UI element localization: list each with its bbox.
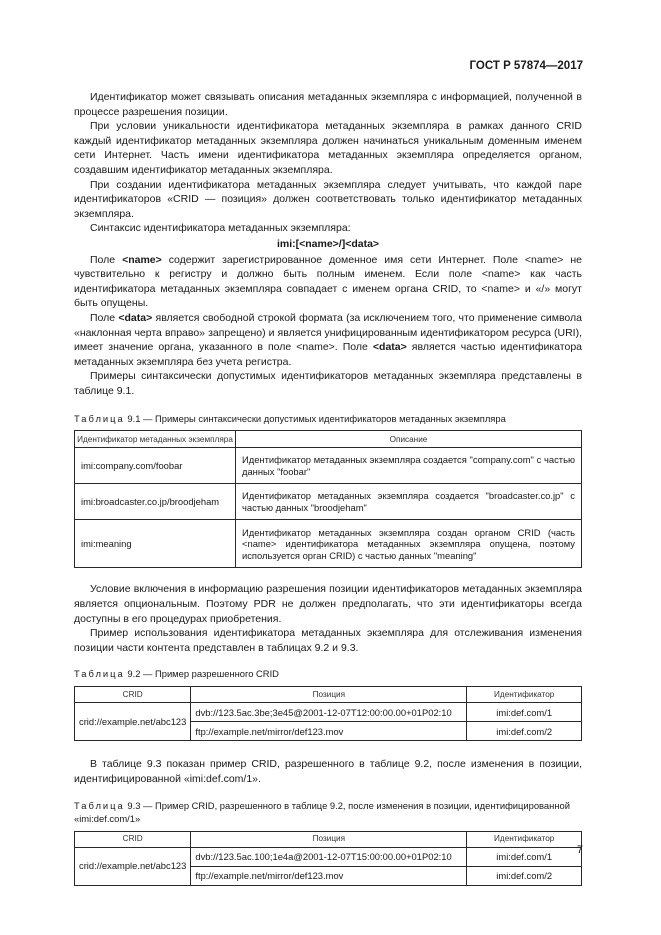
table-cell: imi:def.com/1 bbox=[467, 847, 582, 866]
paragraph: Поле <data> является свободной строкой формата (за исключением того, что применение символа «наклонная черта вправо» запрещено) и является унифицированным идентификатором ресурса (URI), имеет значение органа, указанного в поле <name>. Поле <data> является частью идентификатора метаданных экземпляра без учета регистра. bbox=[74, 311, 583, 368]
paragraph: Примеры синтаксически допустимых идентификаторов метаданных экземпляра представлены в таблице 9.1. bbox=[74, 370, 582, 397]
table-cell: ftp://example.net/mirror/def123.mov bbox=[191, 722, 467, 741]
table-caption: Таблица 9.1 — Примеры синтаксически допустимых идентификаторов метаданных экземпляра bbox=[74, 413, 506, 425]
table-caption: Таблица 9.2 — Пример разрешенного CRID bbox=[74, 668, 279, 680]
document-header: ГОСТ Р 57874—2017 bbox=[469, 60, 583, 72]
table-cell: imi:broadcaster.co.jp/broodjeham bbox=[75, 484, 236, 520]
examples-table bbox=[74, 430, 582, 568]
paragraph: В таблице 9.3 показан пример CRID, разрешенного в таблице 9.2, после изменения в позиции, идентифицированной «imi:def.com/1». bbox=[74, 758, 582, 786]
table-cell: imi:company.com/foobar bbox=[75, 448, 236, 484]
table-row bbox=[75, 847, 582, 866]
table-row bbox=[75, 484, 582, 520]
table-cell: imi:def.com/1 bbox=[467, 703, 582, 722]
table-row bbox=[75, 448, 582, 484]
page-number: 7 bbox=[576, 844, 583, 856]
table-header: Позиция bbox=[191, 687, 467, 703]
resolved-crid-table bbox=[74, 686, 582, 741]
paragraph: При создании идентификатора метаданных экземпляра следует учитывать, что каждой паре идентификаторов «CRID — позиция» должен соответствовать только идентификатор метаданных экземпляра. bbox=[74, 178, 582, 220]
table-header: Идентификатор метаданных экземпляра bbox=[75, 431, 236, 448]
table-cell: dvb://123.5ac.100;1e4a@2001-12-07T15:00:00.00+01P02:10 bbox=[191, 847, 467, 866]
table-cell: Идентификатор метаданных экземпляра создается "company.com" с частью данных "foobar" bbox=[236, 448, 582, 484]
page-content bbox=[74, 90, 582, 886]
table-header: CRID bbox=[75, 831, 191, 847]
table-row bbox=[75, 520, 582, 568]
table-row bbox=[75, 703, 582, 722]
table-header: Идентификатор bbox=[467, 687, 582, 703]
table-cell: Идентификатор метаданных экземпляра создан органом CRID (часть <name> идентификатора метаданных экземпляра опущена, поэтому используется орган CRID) с частью данных "meaning" bbox=[236, 520, 582, 568]
table-header: Позиция bbox=[191, 831, 467, 847]
paragraph: Условие включения в информацию разрешения позиции идентификаторов метаданных экземпляра является опциональным. Поэтому PDR не должен предполагать, что эти идентификаторы всегда доступны в его процедурах приобретения. bbox=[74, 583, 582, 625]
table-header: Идентификатор bbox=[467, 831, 582, 847]
table-header: Описание bbox=[236, 431, 582, 448]
table-cell: crid://example.net/abc123 bbox=[75, 703, 191, 741]
table-cell: imi:meaning bbox=[75, 520, 236, 568]
table-caption: Таблица 9.3 — Пример CRID, разрешенного в таблице 9.2, после изменения в позиции, идентифицированной «imi:def.com/1» bbox=[74, 799, 570, 824]
changed-crid-table bbox=[74, 831, 582, 886]
paragraph: Синтаксис идентификатора метаданных экземпляра: bbox=[90, 222, 351, 235]
table-header: CRID bbox=[75, 687, 191, 703]
table-cell: ftp://example.net/mirror/def123.mov bbox=[191, 866, 467, 885]
table-cell: Идентификатор метаданных экземпляра создается "broadcaster.co.jp" с частью данных "broodjeham" bbox=[236, 484, 582, 520]
table-cell: dvb://123.5ac.3be;3e45@2001-12-07T12:00:00.00+01P02:10 bbox=[191, 703, 467, 722]
paragraph: Пример использования идентификатора метаданных экземпляра для отслеживания изменения позиции части контента представлен в таблицах 9.2 и 9.3. bbox=[74, 627, 582, 654]
table-cell: imi:def.com/2 bbox=[467, 866, 582, 885]
paragraph: Поле <name> содержит зарегистрированное доменное имя сети Интернет. Поле <name> не чувствительно к регистру и должно быть полным именем. Если поле <name> как часть идентификатора метаданных экземпляра совпадает с именем органа CRID, то <name> и «/» могут быть опущены. bbox=[74, 253, 582, 310]
table-cell: crid://example.net/abc123 bbox=[75, 847, 191, 885]
paragraph: При условии уникальности идентификатора метаданных экземпляра в рамках данного CRID каждый идентификатор метаданных экземпляра должен начинаться уникальным доменным именем сети Интернет. Часть имени идентификатора метаданных экземпляра определяется органом, создавшим идентификатор метаданных экземпляра. bbox=[74, 120, 582, 176]
paragraph: Идентификатор может связывать описания метаданных экземпляра с информацией, полученной в процессе разрешения позиции. bbox=[74, 91, 582, 118]
syntax-formula: imi:[<name>/]<data> bbox=[276, 237, 380, 250]
table-cell: imi:def.com/2 bbox=[467, 722, 582, 741]
